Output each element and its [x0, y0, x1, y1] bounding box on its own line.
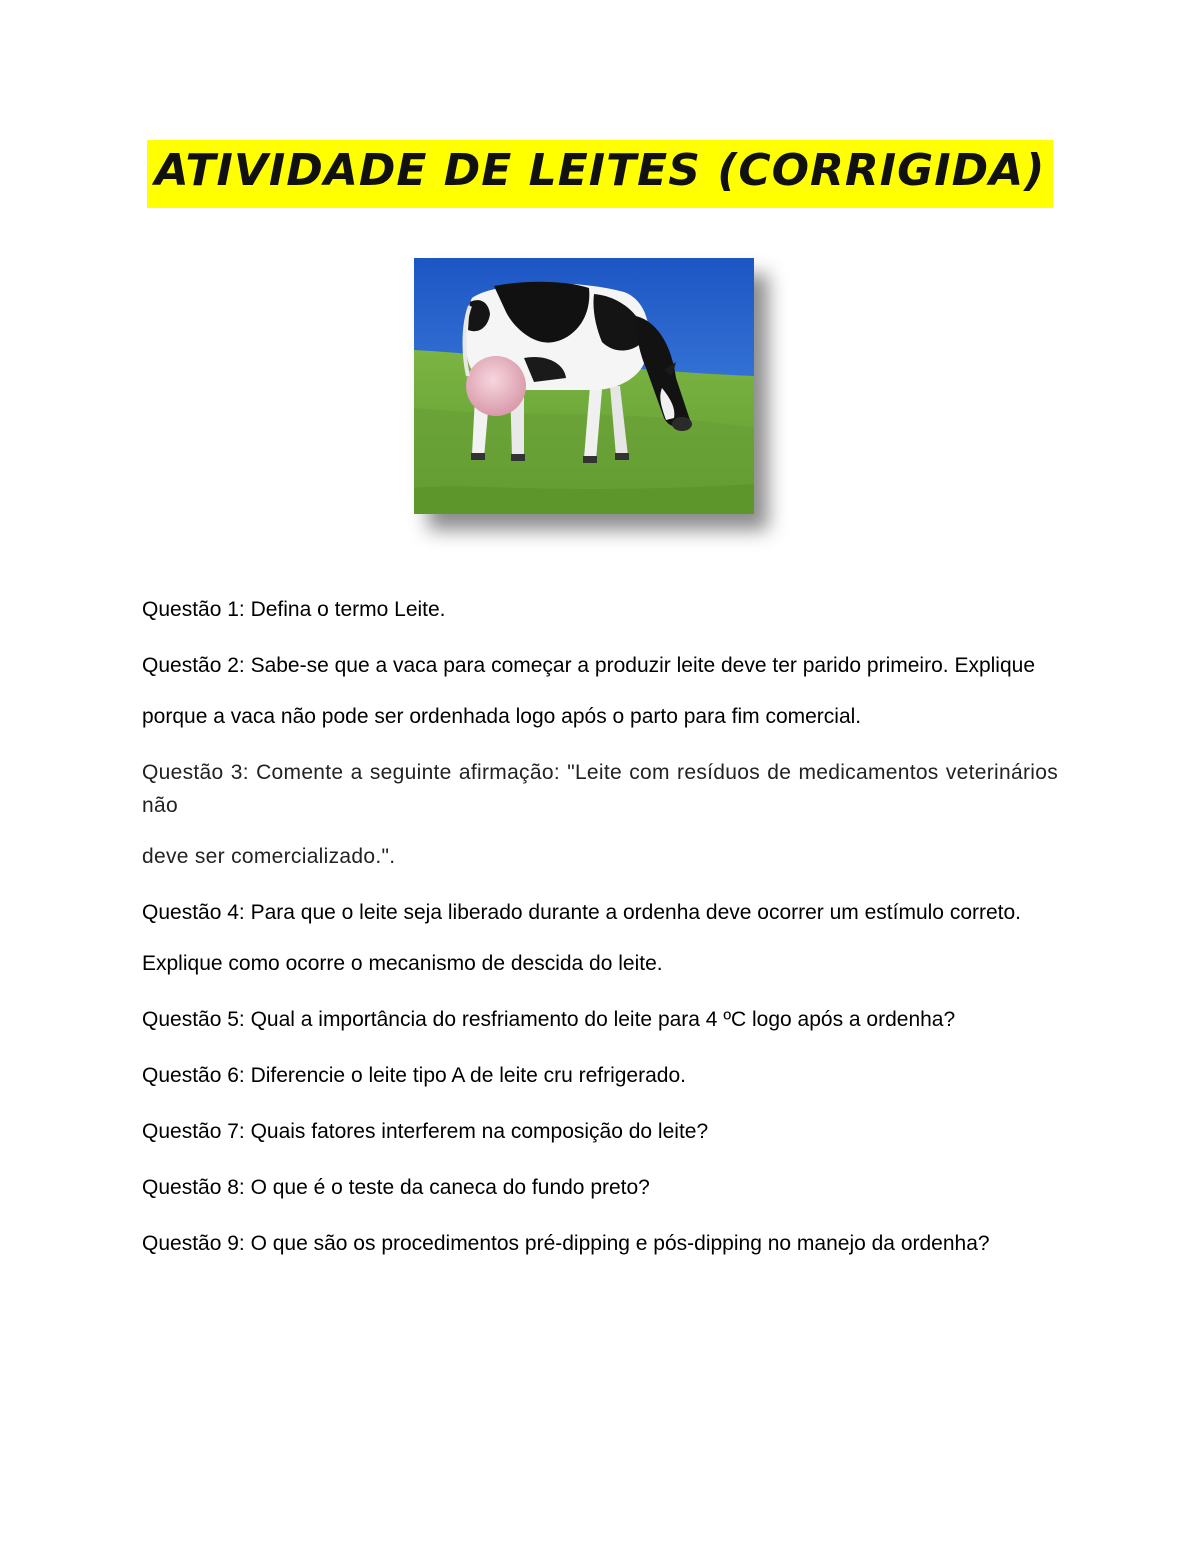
question-3: Questão 3: Comente a seguinte afirmação: "Leite com resíduos de medicamentos veterinários não	[142, 761, 1058, 817]
question-6: Questão 6: Diferencie o leite tipo A de leite cru refrigerado.	[142, 1064, 686, 1087]
question-7: Questão 7: Quais fatores interferem na composição do leite?	[142, 1120, 709, 1143]
page-title: ATIVIDADE DE LEITES (CORRIGIDA)	[147, 140, 1054, 208]
question-4: Questão 4: Para que o leite seja liberado durante a ordenha deve ocorrer um estímulo correto.	[142, 901, 1022, 924]
question-1: Questão 1: Defina o termo Leite.	[142, 598, 446, 621]
question-2: Questão 2: Sabe-se que a vaca para começar a produzir leite deve ter parido primeiro. Explique	[142, 654, 1035, 677]
question-9: Questão 9: O que são os procedimentos pré-dipping e pós-dipping no manejo da ordenha?	[142, 1232, 990, 1255]
question-8: Questão 8: O que é o teste da caneca do fundo preto?	[142, 1176, 650, 1199]
title-container	[0, 140, 1200, 208]
cow-grazing-icon	[414, 258, 754, 514]
questions-section	[142, 593, 1058, 1283]
question-5: Questão 5: Qual a importância do resfriamento do leite para 4 ºC logo após a ordenha?	[142, 1008, 956, 1031]
cow-grazing-photo	[414, 258, 754, 514]
question-3-continuation: deve ser comercializado.".	[142, 845, 396, 868]
question-4-continuation: Explique como ocorre o mecanismo de descida do leite.	[142, 952, 663, 975]
question-2-continuation: porque a vaca não pode ser ordenhada logo após o parto para fim comercial.	[142, 705, 862, 728]
